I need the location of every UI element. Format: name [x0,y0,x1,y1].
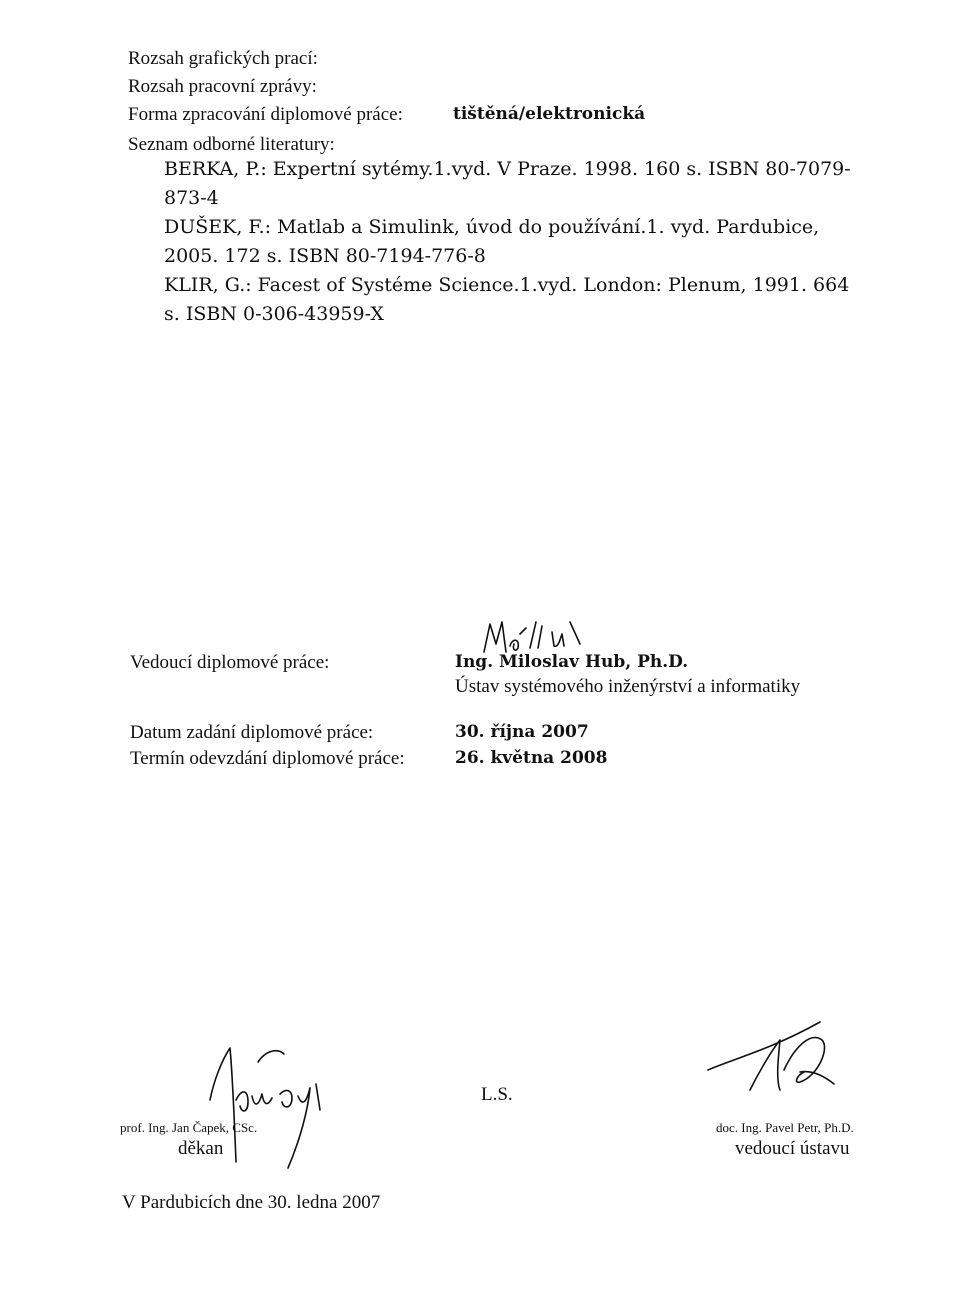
literature-label: Seznam odborné literatury: [128,134,335,155]
reference-3-line-2: s. ISBN 0-306-43959-X [164,303,384,325]
reference-3-line-1: KLIR, G.: Facest of Systéme Science.1.vyd. London: Plenum, 1991. 664 [164,274,850,296]
dean-name: prof. Ing. Jan Čapek, CSc. [120,1120,258,1135]
supervisor-name: Ing. Miloslav Hub, Ph.D. [455,652,689,672]
supervisor-label: Vedoucí diplomové práce: [130,652,330,673]
supervisor-signature [480,608,600,658]
reference-2-line-2: 2005. 172 s. ISBN 80-7194-776-8 [164,245,486,267]
form-value: tištěná/elektronická [453,104,646,124]
reference-1-line-1: BERKA, P.: Expertní sytémy.1.vyd. V Praze. 1998. 160 s. ISBN 80-7079- [164,158,851,180]
assigned-date-value: 30. října 2007 [455,722,589,742]
seal-label: L.S. [481,1084,513,1105]
supervisor-institute: Ústav systémového inženýrství a informatiky [455,676,801,697]
head-name: doc. Ing. Pavel Petr, Ph.D. [716,1120,854,1135]
dean-title: děkan [178,1138,224,1159]
graphics-scope-label: Rozsah grafických prací: [128,48,318,69]
head-signature [700,1010,850,1100]
reference-list [164,155,851,329]
place-and-date: V Pardubicích dne 30. ledna 2007 [122,1192,381,1213]
reference-2-line-1: DUŠEK, F.: Matlab a Simulink, úvod do používání.1. vyd. Pardubice, [164,216,820,238]
deadline-date-value: 26. května 2008 [455,748,608,768]
report-scope-label: Rozsah pracovní zprávy: [128,76,317,97]
head-title: vedoucí ústavu [735,1138,850,1159]
reference-1-line-2: 873-4 [164,187,219,209]
deadline-date-label: Termín odevzdání diplomové práce: [130,748,405,769]
assigned-date-label: Datum zadání diplomové práce: [130,722,374,743]
form-label: Forma zpracování diplomové práce: [128,104,403,125]
